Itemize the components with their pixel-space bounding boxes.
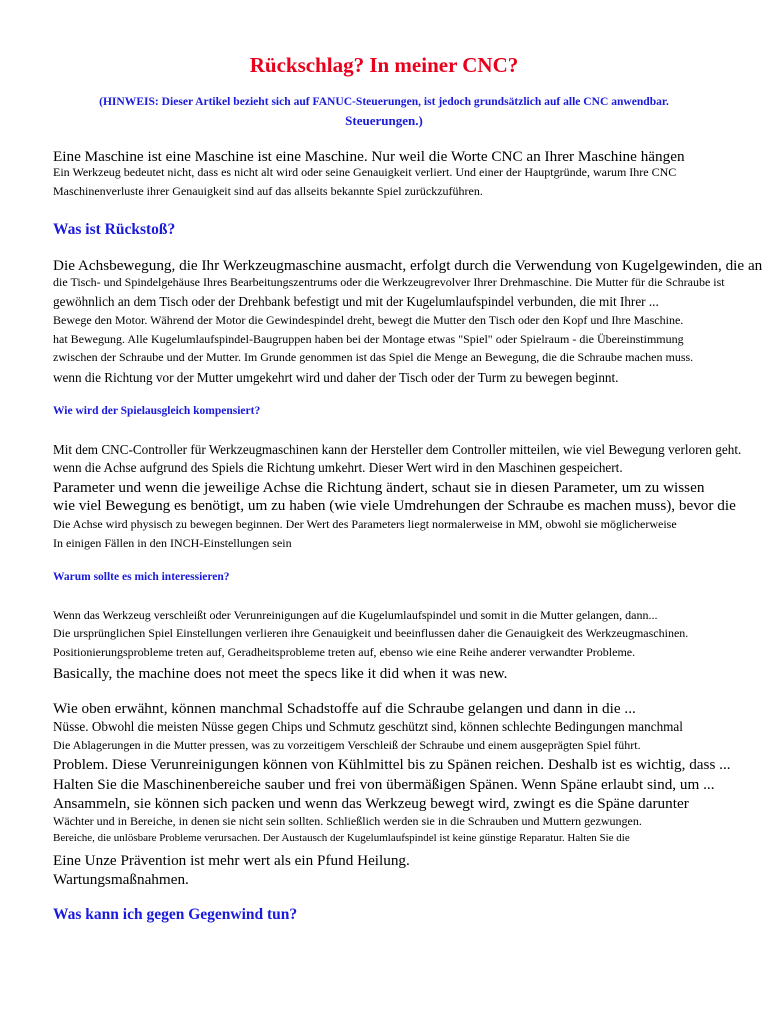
paragraph-line: Wenn das Werkzeug verschleißt oder Verunreinigungen auf die Kugelumlaufspindel und somit in die Mutter gelangen, dann... [53, 608, 658, 622]
paragraph-line: Positionierungsprobleme treten auf, Geradheitsprobleme treten auf, ebenso wie eine Reihe anderer verwandter Probleme. [53, 645, 636, 659]
paragraph-line: Wartungsmaßnahmen. [53, 871, 189, 888]
intro-line: Maschinenverluste ihrer Genauigkeit sind auf das allseits bekannte Spiel zurückzuführen. [53, 184, 483, 198]
paragraph-line: Halten Sie die Maschinenbereiche sauber und frei von übermäßigen Spänen. Wenn Späne erlaubt sind, um ... [53, 776, 715, 793]
paragraph-line: Wächter und in Bereiche, in denen sie nicht sein sollten. Schließlich werden sie in die Schrauben und Muttern gezwungen. [53, 814, 642, 828]
section-heading-rueckstoss: Was ist Rückstoß? [53, 221, 176, 238]
paragraph-line: Ansammeln, sie können sich packen und wenn das Werkzeug bewegt wird, zwingt es die Späne darunter [53, 795, 689, 812]
intro-line: Ein Werkzeug bedeutet nicht, dass es nicht alt wird oder seine Genauigkeit verliert. Und einer der Hauptgründe, warum Ihre CNC [53, 165, 677, 179]
paragraph-line: Bewege den Motor. Während der Motor die Gewindespindel dreht, bewegt die Mutter den Tisch oder den Kopf und Ihre Maschine. [53, 313, 684, 327]
paragraph-line: gewöhnlich an dem Tisch oder der Drehbank befestigt und mit der Kugelumlaufspindel verbunden, die mit Ihrer ... [53, 294, 659, 309]
hint-line-1: (HINWEIS: Dieser Artikel bezieht sich auf FANUC-Steuerungen, ist jedoch grundsätzlich auf alle CNC anwendbar. [99, 95, 669, 108]
paragraph-line: wenn die Richtung vor der Mutter umgekehrt wird und daher der Tisch oder der Turm zu bewegen beginnt. [53, 370, 619, 385]
paragraph-line: Bereiche, die unlösbare Probleme verursachen. Der Austausch der Kugelumlaufspindel ist keine günstige Reparatur. Halten Sie die [53, 832, 630, 844]
paragraph-line: hat Bewegung. Alle Kugelumlaufspindel-Baugruppen haben bei der Montage etwas "Spiel" oder Spielraum - die Übereinstimmung [53, 332, 684, 346]
paragraph-line: Mit dem CNC-Controller für Werkzeugmaschinen kann der Hersteller dem Controller mitteilen, wie viel Bewegung verloren geht. [53, 442, 742, 457]
section-heading-spielausgleich: Wie wird der Spielausgleich kompensiert? [53, 405, 261, 417]
paragraph-line: Die ursprünglichen Spiel Einstellungen verlieren ihre Genauigkeit und beeinflussen daher die Genauigkeit des Werkzeugmaschinen. [53, 626, 689, 640]
paragraph-line: Parameter und wenn die jeweilige Achse die Richtung ändert, schaut sie in diesen Parameter, um zu wissen [53, 479, 705, 496]
paragraph-line: wenn die Achse aufgrund des Spiels die Richtung umkehrt. Dieser Wert wird in den Maschinen gespeichert. [53, 460, 623, 475]
page-title: Rückschlag? In meiner CNC? [249, 53, 519, 77]
paragraph-line: Basically, the machine does not meet the specs like it did when it was new. [53, 665, 508, 682]
paragraph-line: Die Achsbewegung, die Ihr Werkzeugmaschine ausmacht, erfolgt durch die Verwendung von Kugelgewinden, die an [53, 257, 763, 274]
intro-line: Eine Maschine ist eine Maschine ist eine Maschine. Nur weil die Worte CNC an Ihrer Maschine hängen [53, 148, 685, 165]
paragraph-line: In einigen Fällen in den INCH-Einstellungen sein [53, 536, 292, 550]
section-heading-gegenwind: Was kann ich gegen Gegenwind tun? [53, 906, 298, 923]
paragraph-line: Problem. Diese Verunreinigungen können von Kühlmittel bis zu Spänen reichen. Deshalb ist es wichtig, dass ... [53, 756, 731, 773]
paragraph-line: wie viel Bewegung es benötigt, um zu haben (wie viele Umdrehungen der Schraube es machen muss), bevor die [53, 497, 736, 514]
section-heading-interesse: Warum sollte es mich interessieren? [53, 571, 230, 583]
hint-line-2: Steuerungen.) [345, 113, 423, 128]
paragraph-line: die Tisch- und Spindelgehäuse Ihres Bearbeitungszentrums oder die Werkzeugrevolver Ihrer Drehmaschine. Die Mutter für die Schraube ist [53, 275, 725, 289]
paragraph-line: Eine Unze Prävention ist mehr wert als ein Pfund Heilung. [53, 852, 410, 869]
paragraph-line: Nüsse. Obwohl die meisten Nüsse gegen Chips und Schmutz geschützt sind, können schlechte Bedingungen manchmal [53, 719, 683, 734]
paragraph-line: Die Achse wird physisch zu bewegen beginnen. Der Wert des Parameters liegt normalerweise in MM, obwohl sie möglicherweise [53, 517, 677, 531]
paragraph-line: Die Ablagerungen in die Mutter pressen, was zu vorzeitigem Verschleiß der Schraube und einem ausgeprägten Spiel führt. [53, 738, 641, 752]
paragraph-line: Wie oben erwähnt, können manchmal Schadstoffe auf die Schraube gelangen und dann in die ... [53, 700, 636, 717]
paragraph-line: zwischen der Schraube und der Mutter. Im Grunde genommen ist das Spiel die Menge an Bewegung, die die Schraube machen muss. [53, 350, 694, 364]
